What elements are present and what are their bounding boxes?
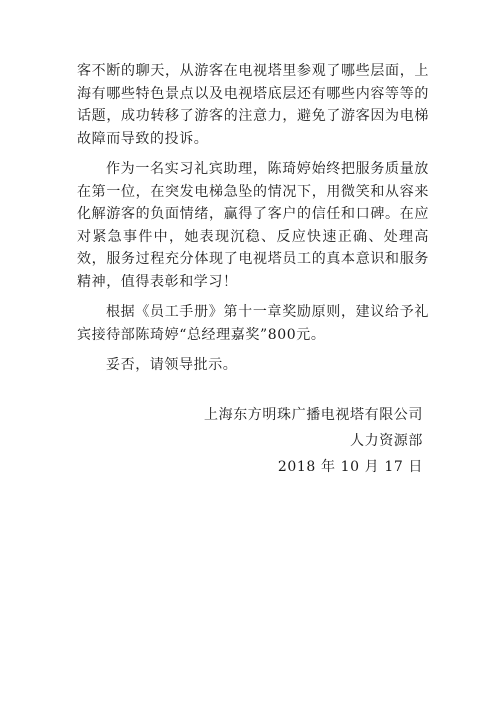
body-paragraph-request: 妥否，请领导批示。 <box>106 357 238 373</box>
body-paragraph-continued: 客不断的聊天，从游客在电视塔里参观了哪些层面，上海有哪些特色景点以及电视塔底层还有哪些内容等等的话题，成功转移了游客的注意力，避免了游客因为电梯故障而导致的投诉。 <box>77 63 429 147</box>
signature-organization: 上海东方明珠广播电视塔有限公司 <box>204 407 423 423</box>
body-paragraph-recommendation: 根据《员工手册》第十一章奖励原则，建议给予礼宾接待部陈琦婷“总经理嘉奖”800元。 <box>77 304 429 343</box>
letter-body <box>77 60 429 377</box>
signature-date: 2018 年 10 月 17 日 <box>277 459 423 475</box>
letter-signature-block <box>204 402 423 480</box>
signature-department: 人力资源部 <box>350 433 423 449</box>
body-paragraph-performance: 作为一名实习礼宾助理，陈琦婷始终把服务质量放在第一位，在突发电梯急坠的情况下，用微笑和从容来化解游客的负面情绪，赢得了客户的信任和口碑。在应对紧急事件中，她表现沉稳、反应快速正确、处理高效，服务过程充分体现了电视塔员工的真本意识和服务精神，值得表彰和学习！ <box>77 161 429 290</box>
